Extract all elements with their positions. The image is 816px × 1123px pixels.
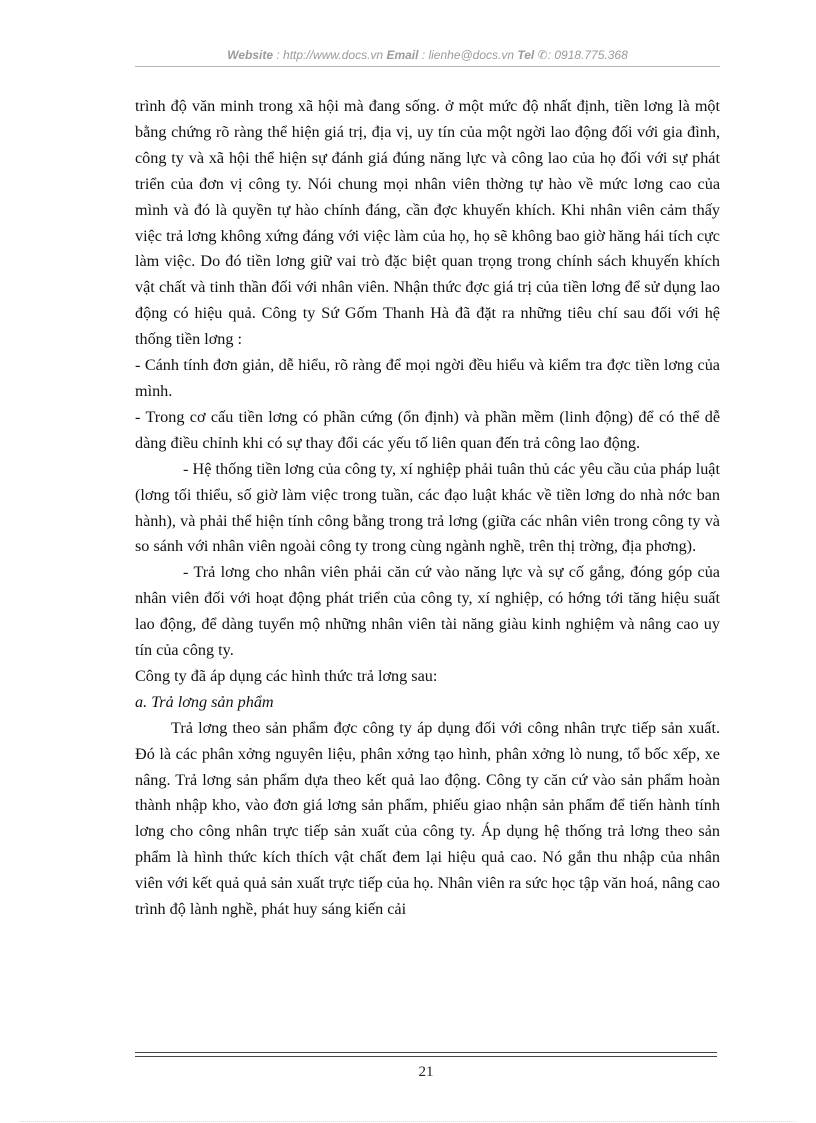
tel-value: : 0918.775.368: [547, 48, 628, 62]
phone-icon: ✆: [537, 48, 548, 62]
footer-rule-bottom: [135, 1056, 717, 1057]
page-edge-dots: [20, 1121, 796, 1122]
paragraph-criterion-4: - Trả lơng cho nhân viên phải căn cứ vào năng lực và sự cố gắng, đóng góp của nhân viên đối với hoạt động phát triển của công ty, xí nghiệp, có hớng tới tăng hiệu suất lao động, để dàng tuyển mộ những nhân viên tài năng giàu kinh nghiệm và nâng cao uy tín của công ty.: [135, 563, 720, 660]
paragraph-product-pay: Trả lơng theo sản phẩm đợc công ty áp dụng đối với công nhân trực tiếp sản xuất. Đó là các phân xởng nguyên liệu, phân xởng tạo hình, phân xởng lò nung, tổ bốc xếp, xe nâng. Trả lơng sản phẩm dựa theo kết quả lao động. Công ty căn cứ vào sản phẩm hoàn thành nhập kho, vào đơn giá lơng sản phẩm, phiếu giao nhận sản phẩm để tiến hành tính lơng cho công nhân trực tiếp sản xuất của công ty. Áp dụng hệ thống trả lơng theo sản phẩm là hình thức kích thích vật chất đem lại hiệu quả cao. Nó gắn thu nhập của nhân viên với kết quả quả sản xuất trực tiếp của họ. Nhân viên ra sức học tập văn hoá, nâng cao trình độ lành nghề, phát huy sáng kiến cải: [135, 718, 720, 919]
section-heading: a. Trả lơng sản phẩm: [135, 692, 274, 711]
email-label: Email: [386, 48, 419, 62]
tel-label: Tel: [517, 48, 535, 62]
paragraph-criterion-3: - Hệ thống tiền lơng của công ty, xí nghiệp phải tuân thủ các yêu cầu của pháp luật (lơng tối thiểu, số giờ làm việc trong tuần, các đạo luật khác về tiền lơng do nhà nớc ban hành), và phải thể hiện tính công bằng trong trả lơng (giữa các nhân viên trong công ty và so sánh với nhân viên ngoài công ty trong cùng ngành nghề, trên thị trờng, địa phơng).: [135, 459, 720, 556]
paragraph-criterion-1: - Cánh tính đơn giản, dễ hiểu, rõ ràng để mọi ngời đều hiểu và kiểm tra đợc tiền lơng của mình.: [135, 356, 720, 400]
paragraph-forms-intro: Công ty đã áp dụng các hình thức trả lơng sau:: [135, 666, 438, 685]
paragraph-criterion-2: - Trong cơ cấu tiền lơng có phần cứng (ổn định) và phần mềm (linh động) để có thể dễ dàng điều chỉnh khi có sự thay đổi các yếu tố liên quan đến trả công lao động.: [135, 407, 720, 452]
header-rule: [135, 66, 720, 67]
footer-rule-top: [135, 1052, 717, 1053]
document-body: [135, 94, 720, 923]
email-value: : lienhe@docs.vn: [421, 48, 515, 62]
paragraph-intro: trình độ văn minh trong xã hội mà đang sống. ở một mức độ nhất định, tiền lơng là một bằng chứng rõ ràng thể hiện giá trị, địa vị, uy tín của một ngời lao động đối với gia đình, công ty và xã hội thể hiện sự đánh giá đúng năng lực và công lao của họ đối với sự phát triển của đơn vị công ty. Nói chung mọi nhân viên thờng tự hào về mức lơng cao của mình và đó là quyền tự hào chính đáng, cần đợc khuyến khích. Khi nhân viên cảm thấy việc trả lơng không xứng đáng với việc làm của họ, họ sẽ không bao giờ hăng hái tích cực làm việc. Do đó tiền lơng giữ vai trò đặc biệt quan trọng trong chính sách khuyến khích vật chất và tinh thần đối với nhân viên. Nhận thức đợc giá trị của tiền lơng để sử dụng lao động có hiệu quả. Công ty Sứ Gốm Thanh Hà đã đặt ra những tiêu chí sau đối với hệ thống tiền lơng :: [135, 97, 720, 349]
page-number: 21: [418, 1064, 434, 1080]
website-label: Website: [227, 48, 274, 62]
page-header: [135, 48, 720, 62]
website-value: : http://www.docs.vn: [276, 48, 384, 62]
